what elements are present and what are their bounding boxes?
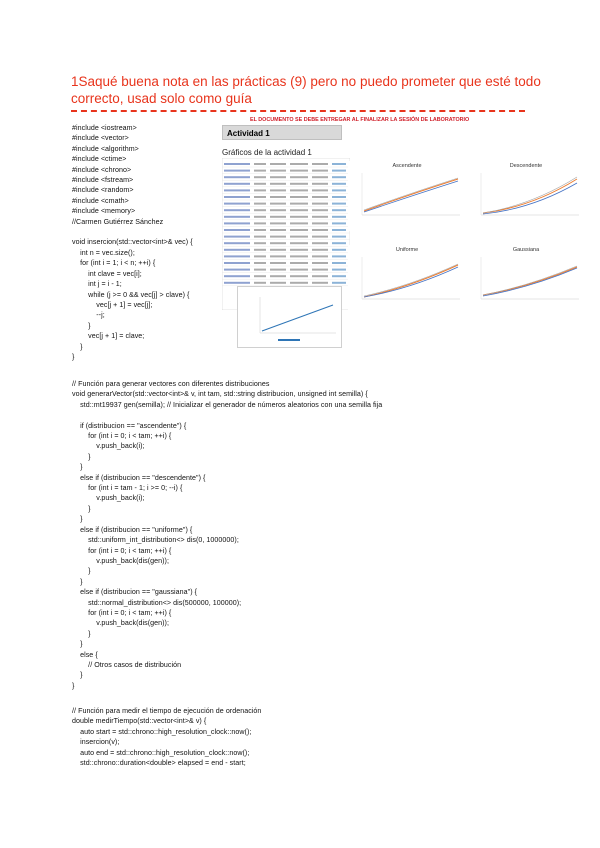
- chart-gaussiana: [467, 245, 585, 315]
- chart-title: Descendente: [509, 163, 543, 169]
- embedded-spreadsheet-screenshot: [220, 125, 588, 355]
- chart-ascendente: [348, 161, 466, 231]
- mini-chart-image: [237, 286, 342, 348]
- chart-title: Uniforme: [395, 247, 419, 253]
- chart-title: Ascendente: [392, 163, 422, 169]
- dashed-divider: [71, 110, 525, 112]
- lab-banner: EL DOCUMENTO SE DEBE ENTREGAR AL FINALIZAR LA SESIÓN DE LABORATORIO: [250, 117, 470, 123]
- activity-label: Actividad 1: [222, 125, 342, 140]
- header-note: 1Saqué buena nota en las prácticas (9) pero no puedo prometer que esté todo correcto, usad solo como guía: [71, 74, 541, 106]
- sheet-title: Gráficos de la actividad 1: [222, 148, 312, 157]
- chart-uniforme: [348, 245, 466, 315]
- code-block-includes-insercion: #include <iostream> #include <vector> #include <algorithm> #include <ctime> #include <chrono> #include <fstream> #include <random> #include <cmath> #include <memory> //Carmen Gutiérrez Sánchez void insercion(std::vector<int>& vec) { int n = vec.size(); for (int i = 1; i < n; ++i) { int clave = vec[i]; int j = i - 1; while (j >= 0 && vec[j] > clave) { vec[j + 1] = vec[j]; --j; } vec[j + 1] = clave; } }: [72, 124, 193, 361]
- chart-title: Gaussiana: [512, 247, 540, 253]
- chart-descendente: [467, 161, 585, 231]
- code-block-medir-tiempo: // Función para medir el tiempo de ejecución de ordenación double medirTiempo(std::vector<int>& v) { auto start = std::chrono::high_resolution_clock::now(); insercion(v); auto end = std::chrono::high_resolution_clock::now(); std::chrono::duration<double> elapsed = end - start;: [72, 707, 262, 768]
- code-block-generar-vector: // Función para generar vectores con diferentes distribuciones void generarVector(std::vector<int>& v, int tam, std::string distribucion, unsigned int semilla) { std::mt19937 gen(semilla); // Inicializar el generador de números aleatorios con una semilla fija if (distribucion == "ascendente") { for (int i = 0; i < tam; ++i) { v.push_back(i); } } else if (distribucion == "descendente") { for (int i = tam - 1; i >= 0; --i) { v.push_back(i); } } else if (distribucion == "uniforme") { std::uniform_int_distribution<> dis(0, 1000000); for (int i = 0; i < tam; ++i) { v.push_back(dis(gen)); } } else if (distribucion == "gaussiana") { std::normal_distribution<> dis(500000, 100000); for (int i = 0; i < tam; ++i) { v.push_back(dis(gen)); } } else { // Otros casos de distribución } }: [72, 380, 383, 690]
